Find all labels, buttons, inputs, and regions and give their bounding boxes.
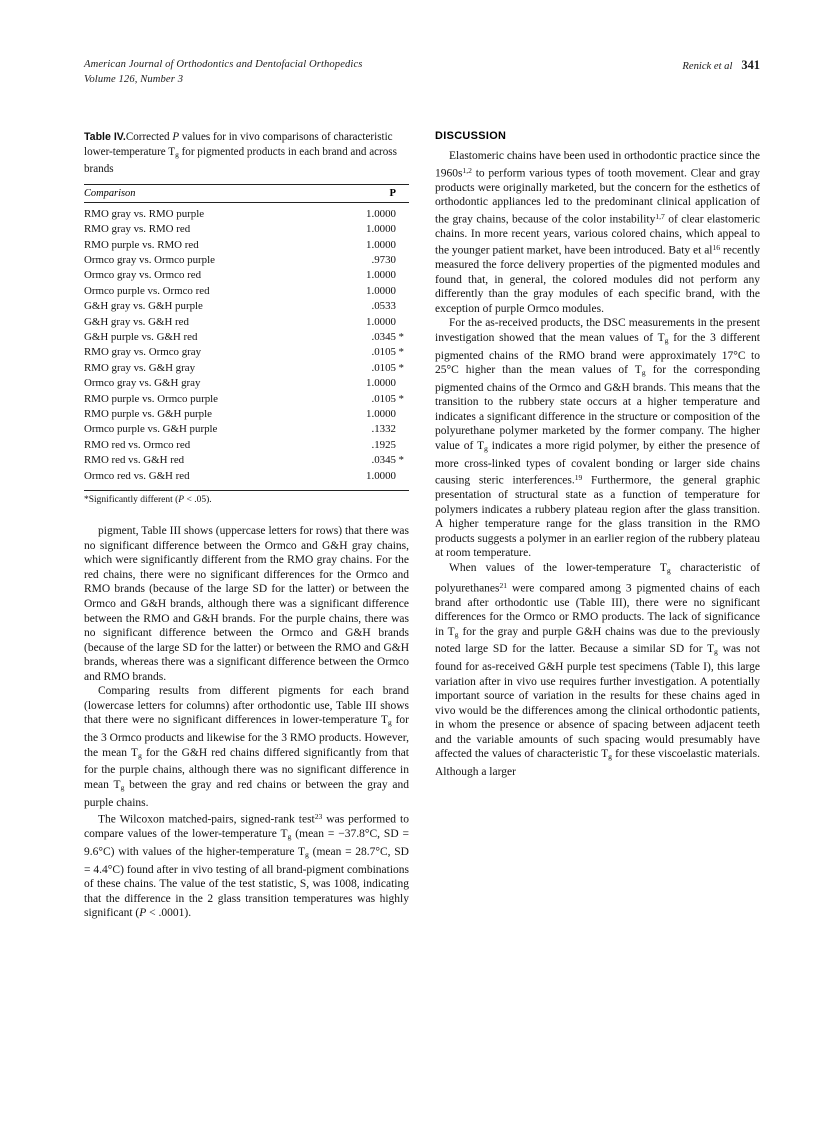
two-column-layout (84, 130, 760, 921)
significance-marker: * (398, 331, 404, 344)
table-row (84, 406, 409, 421)
left-p3-text-4: (mean = 28.7°C, SD = 4.4°C) found after in vivo testing of all brand-pigment combinations of these chains. The value of the test statistic, S, was 1008, indicating that the difference in the 2 glass transition temperatures was highly significant ( (84, 845, 409, 920)
table-cell-p-value (330, 376, 409, 391)
right-p2-sub-g-2: g (641, 368, 646, 378)
table-cell-comparison: RMO gray vs. G&H gray (84, 361, 196, 374)
table-row (84, 468, 409, 487)
table-row (84, 299, 409, 314)
table-cell-comparison: Ormco gray vs. Ormco red (84, 269, 202, 282)
right-p2-text-2: for the 3 different pigmented chains of the RMO brand were approximately 17°C to 25°C higher than the mean values of T (435, 331, 760, 377)
p-value: 1.0000 (366, 377, 396, 390)
p-value: 1.0000 (366, 284, 396, 297)
table-row (84, 314, 409, 329)
footnote-p-symbol: P (178, 495, 185, 506)
table-body (84, 202, 409, 486)
p-value: .0345 (371, 454, 396, 467)
footnote-suffix: < .05). (184, 495, 212, 506)
p-value: 1.0000 (366, 207, 396, 220)
journal-title-block (84, 58, 362, 87)
table-footnote (84, 491, 409, 508)
table-cell-comparison: Ormco gray vs. G&H gray (84, 377, 201, 390)
table-cell-comparison: Ormco gray vs. Ormco purple (84, 254, 215, 267)
right-p1-citation-1-2: 1,2 (462, 165, 472, 175)
table-row (84, 283, 409, 298)
right-p1-citation-16: 16 (712, 243, 721, 253)
table-cell-comparison: RMO red vs. Ormco red (84, 438, 191, 451)
right-p2-text-1: For the as-received products, the DSC measurements in the present investigation showed that the mean values of T (435, 317, 760, 344)
page-number: 341 (741, 58, 760, 72)
left-p3-text-1: The Wilcoxon matched-pairs, signed-rank test (98, 813, 315, 826)
left-p3-sub-g-2: g (304, 850, 309, 860)
significance-marker: * (398, 454, 404, 467)
table-cell-comparison: RMO red vs. G&H red (84, 454, 185, 467)
left-p2-text-4: between the gray and red chains or between the gray and purple chains. (84, 778, 409, 809)
right-p3-text-5: was not found for as-received G&H purple test specimens (Table I), this large variation after in vivo use requires further investigation. A potentially important source of variation in the results for these chains aged in vivo would be the differences among the clinical orthodontic patients, in whom the presence or absence of spacing between adjacent teeth and the variable amounts of such spacing would presumably have affected the values of characteristic T (435, 643, 760, 761)
table-cell-comparison: G&H gray vs. G&H red (84, 315, 189, 328)
table-cell-comparison: RMO gray vs. RMO red (84, 223, 191, 236)
left-p2-text-1: Comparing results from different pigments for each brand (lowercase letters for columns) after orthodontic use, Table III shows that there were no significant differences in lower-temperature T (84, 685, 409, 727)
right-p3-text-2: characteristic of polyurethanes (435, 561, 761, 595)
table-label: Table IV. (84, 131, 126, 143)
significance-marker: * (398, 392, 404, 405)
page-content-area (84, 58, 760, 1068)
table-cell-p-value (330, 437, 409, 452)
right-paragraph-3 (435, 561, 760, 780)
p-value: 1.0000 (366, 223, 396, 236)
left-p2-sub-g-1: g (387, 718, 392, 728)
right-p3-text-3: were compared among 3 pigmented chains of each brand after orthodontic use (Table III), there were no significant differences for the Ormco or RMO products. The lack of significance in T (435, 582, 760, 638)
column-header-comparison: Comparison (84, 184, 330, 202)
table-row (84, 376, 409, 391)
table-row (84, 391, 409, 406)
table-row (84, 345, 409, 360)
p-value: .0345 (371, 331, 396, 344)
left-p3-p-symbol: P (139, 907, 147, 920)
table-row (84, 237, 409, 252)
right-p3-sub-g-1: g (666, 566, 671, 576)
p-value: .9730 (371, 254, 396, 267)
table-cell-p-value (330, 237, 409, 252)
table-caption-text-3: for pigmented products in each brand and across brands (84, 145, 397, 176)
table-row (84, 437, 409, 452)
left-p2-sub-g-3: g (120, 783, 125, 793)
p-value: 1.0000 (366, 407, 396, 420)
left-p3-citation-23: 23 (314, 812, 323, 822)
p-value: .0105 (371, 361, 396, 374)
right-p3-text-4: for the gray and purple G&H chains was due to the previously noted large SD for the latter. Because a similar SD for T (435, 625, 761, 656)
p-value: .0105 (371, 346, 396, 359)
table-row (84, 453, 409, 468)
table-cell-comparison: Ormco purple vs. G&H purple (84, 423, 218, 436)
left-p2-text-3: for the G&H red chains differed significantly from that for the purple chains, although there was no significant difference in mean T (84, 746, 409, 791)
right-p1-text-1: Elastomeric chains have been used in orthodontic practice since the 1960s (435, 150, 760, 179)
left-p3-text-2: was performed to compare values of the lower-temperature T (84, 813, 409, 841)
left-paragraph-3 (84, 810, 409, 921)
footnote-prefix: *Significantly different ( (84, 495, 179, 506)
p-values-table (84, 184, 409, 487)
table-cell-comparison: RMO purple vs. RMO red (84, 238, 199, 251)
left-p3-text-3: (mean = −37.8°C, SD = 9.6°C) with values of the higher-temperature T (84, 828, 409, 858)
right-p1-text-4: recently measured the force delivery properties of the pigmented modules and found that, in general, the colored modules did not perform any differently than the gray modules of each specific brand, with the exception of purple Ormco modules. (435, 244, 760, 315)
left-column (84, 130, 409, 921)
table-cell-comparison: RMO gray vs. Ormco gray (84, 346, 202, 359)
table-row (84, 252, 409, 267)
table-cell-comparison: RMO gray vs. RMO purple (84, 207, 205, 220)
p-value: 1.0000 (366, 315, 396, 328)
table-cell-p-value (330, 222, 409, 237)
significance-marker: * (398, 346, 404, 359)
right-p2-text-4: indicates a more rigid polymer, by either the presence of more cross-linked types of covalent bonding or larger side chains causing steric interferences. (435, 439, 760, 487)
right-p1-citation-1-7: 1,7 (655, 211, 665, 221)
table-cell-comparison: RMO purple vs. G&H purple (84, 407, 212, 420)
right-p3-sub-g-3: g (713, 647, 718, 657)
left-paragraph-2 (84, 684, 409, 810)
author-names: Renick et al (682, 61, 733, 72)
journal-volume-issue: Volume 126, Number 3 (84, 73, 184, 85)
table-row (84, 360, 409, 375)
left-p2-text-2: for the 3 Ormco products and likewise for the 3 RMO products. However, the mean T (84, 714, 409, 759)
journal-title: American Journal of Orthodontics and Dentofacial Orthopedics (84, 59, 363, 70)
p-value: .0105 (371, 392, 396, 405)
right-p3-text-6: for these viscoelastic materials. Although a larger (435, 748, 760, 779)
table-caption-text-1: Corrected (125, 131, 173, 143)
table-cell-p-value (330, 252, 409, 267)
table-cell-p-value (330, 360, 409, 375)
table-row (84, 202, 409, 221)
right-p1-text-3: of clear elastomeric chains. In more recent years, various colored chains, which appeal to the younger patient market, have been introduced. Baty et al (435, 213, 761, 257)
table-row (84, 222, 409, 237)
right-p3-sub-g-4: g (608, 752, 613, 762)
table-caption-p-symbol: P (172, 131, 180, 143)
p-value: 1.0000 (366, 269, 396, 282)
table-cell-p-value (330, 314, 409, 329)
right-paragraph-2 (435, 316, 760, 561)
table-cell-comparison: RMO purple vs. Ormco purple (84, 392, 218, 405)
p-value: .1925 (371, 438, 396, 451)
table-row (84, 422, 409, 437)
left-paragraph-1-text: pigment, Table III shows (uppercase letters for rows) that there was no significant difference between the Ormco and G&H gray chains, which were significantly different from the RMO gray chains. For the red chains, there were no significant differences for the Ormco and RMO brands (because of the large SD for the latter) or between the Ormco and G&H brands, although there was a significant difference between the RMO and G&H brands. For the purple chains, there was no significant difference between the Ormco and G&H brands (because of the large SD for the latter) or between the RMO and G&H brands, whereas there was a significant difference between the Ormco and RMO brands. (84, 525, 409, 683)
table-cell-p-value (330, 299, 409, 314)
table-header-row (84, 184, 409, 202)
right-p2-citation-19: 19 (574, 473, 583, 483)
right-p1-text-2: to perform various types of tooth movement. Clear and gray products were originally marketed, but the concern for the esthetics of orthodontic appliances led to the predominant clinical application of the gray chains, because of the color instability (435, 166, 760, 225)
left-p2-sub-g-2: g (137, 750, 142, 760)
table-cell-comparison: G&H purple vs. G&H red (84, 331, 198, 344)
table-caption-text-2: values for in vivo comparisons of characteristic lower-temperature T (84, 131, 393, 158)
left-p3-text-5: < .0001). (146, 907, 192, 920)
left-paragraph-1 (84, 524, 409, 684)
table-cell-p-value (330, 202, 409, 221)
p-value: .0533 (371, 300, 396, 313)
running-head (84, 58, 760, 100)
right-p3-text-1: When values of the lower-temperature T (449, 561, 667, 574)
table-caption (84, 130, 409, 177)
section-heading-discussion: DISCUSSION (435, 130, 507, 142)
significance-marker: * (398, 361, 404, 374)
table-cell-p-value (330, 453, 409, 468)
right-p3-citation-21: 21 (499, 580, 508, 590)
running-head-right (682, 58, 760, 75)
table-cell-p-value (330, 406, 409, 421)
table-cell-p-value (330, 422, 409, 437)
right-column (435, 130, 760, 921)
table-cell-comparison: G&H gray vs. G&H purple (84, 300, 203, 313)
p-value: 1.0000 (366, 238, 396, 251)
table-cell-p-value (330, 391, 409, 406)
table-cell-p-value (330, 345, 409, 360)
table-cell-p-value (330, 283, 409, 298)
table-cell-comparison: Ormco red vs. G&H red (84, 469, 190, 482)
p-value: .1332 (371, 423, 396, 436)
p-value: 1.0000 (366, 469, 396, 482)
table-cell-p-value (330, 268, 409, 283)
table-head (84, 184, 409, 202)
table-cell-p-value (330, 468, 409, 487)
right-p2-text-3: for the corresponding pigmented chains of the Ormco and G&H brands. This means that the transition to the rubbery state occurs at a higher temperature and indicates a significant difference in the structure or composition of the polyurethane polymer marketed by the former company. The higher value of T (435, 364, 760, 452)
right-p2-text-5: Furthermore, the general graphic presentation of structural state as a function of temperature for polymers indicates a rubbery plateau region after the glass transition. A higher temperature range for the glass transition in the RMO products suggests a polymer in an earlier region of the rubbery plateau at room temperature. (435, 474, 760, 560)
left-p3-sub-g-1: g (287, 832, 292, 842)
right-p2-sub-g-1: g (664, 335, 669, 345)
table-row (84, 329, 409, 344)
right-p2-sub-g-3: g (484, 444, 488, 454)
right-p3-sub-g-2: g (454, 629, 459, 639)
table-cell-p-value (330, 329, 409, 344)
right-paragraph-1 (435, 149, 760, 316)
table-row (84, 268, 409, 283)
table-cell-comparison: Ormco purple vs. Ormco red (84, 284, 210, 297)
column-header-p: P (330, 184, 409, 202)
table-caption-subscript-g: g (175, 149, 179, 159)
